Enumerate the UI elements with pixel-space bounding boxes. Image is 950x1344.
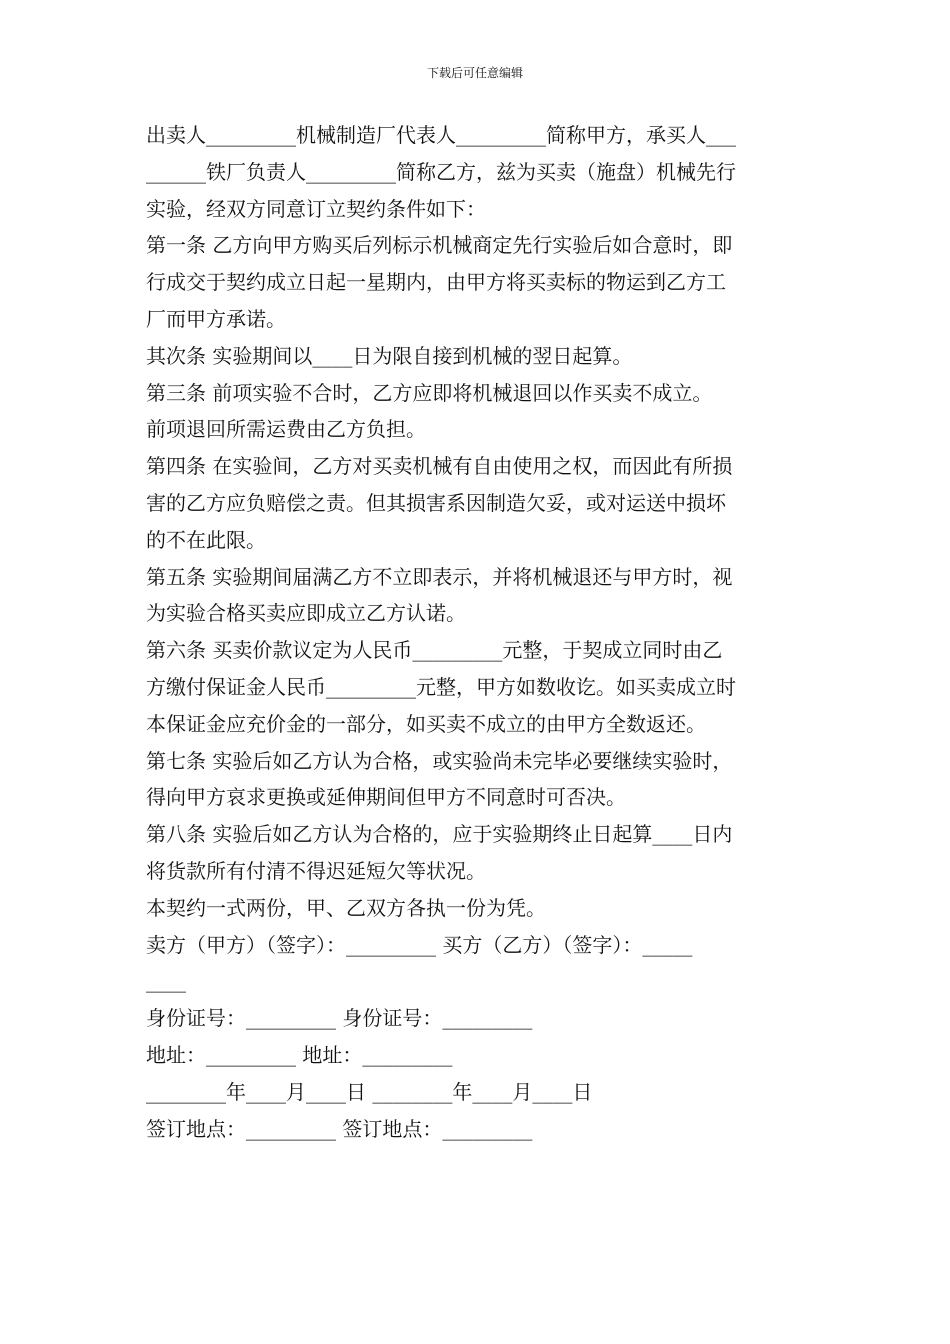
contract-line: 行成交于契约成立日起一星期内，由甲方将买卖标的物运到乙方工 — [146, 270, 726, 295]
id-number-line: 身份证号：_________ 身份证号：_________ — [146, 1006, 533, 1031]
contract-line: 厂而甲方承诺。 — [146, 306, 286, 331]
signature-line: 卖方（甲方）（签字）：_________ 买方（乙方）（签字）：_____ — [146, 932, 693, 957]
address-line: 地址：_________ 地址：_________ — [146, 1042, 453, 1067]
contract-line: 第三条 前项实验不合时，乙方应即将机械退回以作买卖不成立。 — [146, 380, 713, 405]
contract-line: 本保证金应充价金的一部分，如买卖不成立的由甲方全数返还。 — [146, 711, 706, 736]
page-header: 下载后可任意编辑 — [426, 66, 523, 80]
signature-line: ____ — [146, 969, 186, 994]
contract-line: 第六条 买卖价款议定为人民币_________元整，于契成立同时由乙 — [146, 638, 723, 663]
contract-line: ______铁厂负责人_________简称乙方，兹为买卖（施盘）机械先行 — [146, 159, 736, 184]
date-line: ________年____月____日 ________年____月____日 — [146, 1079, 593, 1104]
contract-line: 第七条 实验后如乙方认为合格，或实验尚未完毕必要继续实验时， — [146, 748, 733, 773]
contract-line: 方缴付保证金人民币_________元整，甲方如数收讫。如买卖成立时 — [146, 674, 736, 699]
signing-place-line: 签订地点：_________ 签订地点：_________ — [146, 1116, 533, 1141]
contract-line: 的不在此限。 — [146, 527, 266, 552]
contract-line: 第一条 乙方向甲方购买后列标示机械商定先行实验后如合意时，即 — [146, 233, 733, 258]
contract-line: 第四条 在实验间，乙方对买卖机械有自由使用之权，而因此有所损 — [146, 454, 733, 479]
contract-line: 出卖人_________机械制造厂代表人_________简称甲方，承买人___ — [146, 123, 736, 147]
contract-line: 前项退回所需运费由乙方负担。 — [146, 417, 426, 442]
contract-line: 第五条 实验期间届满乙方不立即表示，并将机械退还与甲方时，视 — [146, 564, 733, 589]
contract-line: 得向甲方哀求更换或延伸期间但甲方不同意时可否决。 — [146, 785, 626, 810]
contract-line: 本契约一式两份，甲、乙双方各执一份为凭。 — [146, 895, 546, 920]
contract-line: 为实验合格买卖应即成立乙方认诺。 — [146, 601, 466, 626]
contract-line: 将货款所有付清不得迟延短欠等状况。 — [146, 858, 486, 883]
contract-line: 害的乙方应负赔偿之责。但其损害系因制造欠妥，或对运送中损坏 — [146, 490, 726, 515]
contract-line: 第八条 实验后如乙方认为合格的，应于实验期终止日起算____日内 — [146, 822, 733, 847]
contract-line: 其次条 实验期间以____日为限自接到机械的翌日起算。 — [146, 343, 633, 368]
contract-line: 实验，经双方同意订立契约条件如下： — [146, 196, 486, 221]
contract-body — [146, 117, 808, 1147]
